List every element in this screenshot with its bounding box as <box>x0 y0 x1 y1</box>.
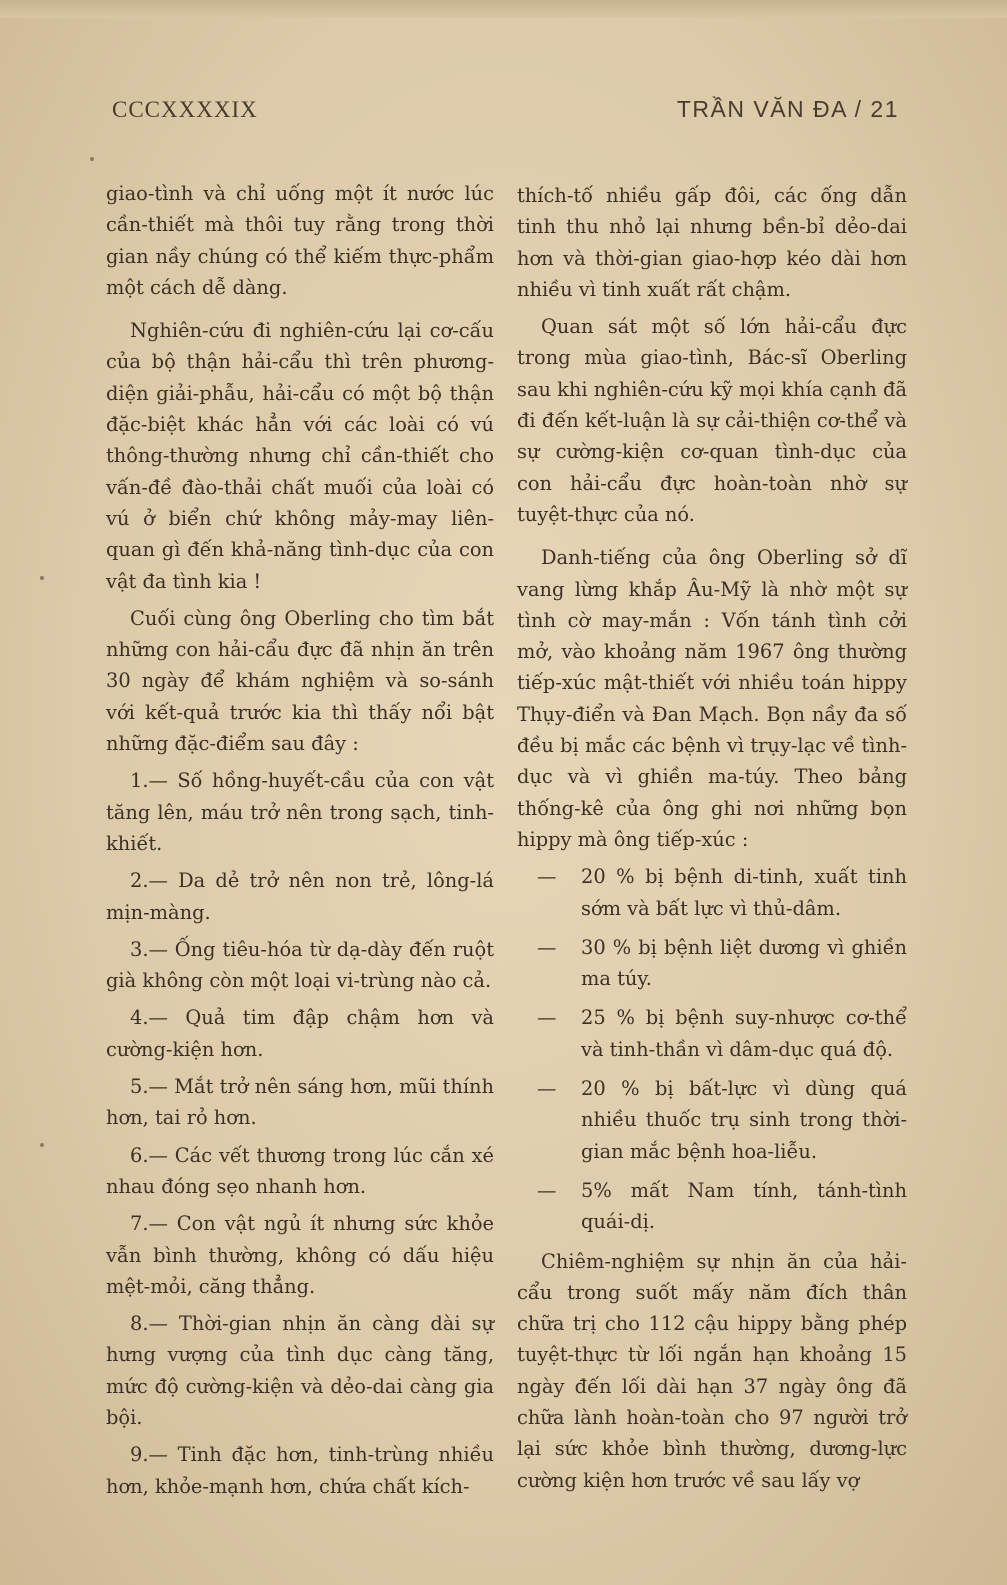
list-item-text: 25 % bị bệnh suy-nhược cơ-thể và tinh-thần vì dâm-dục quá độ. <box>581 1006 907 1061</box>
numbered-finding: 1.— Số hồng-huyết-cầu của con vật tăng lên, máu trở nên trong sạch, tinh-khiết. <box>106 769 494 855</box>
left-column <box>106 178 494 1502</box>
list-item-text: 30 % bị bệnh liệt dương vì ghiền ma túy. <box>581 935 907 991</box>
list-item <box>517 932 907 995</box>
numbered-finding: 2.— Da dẻ trở nên non trẻ, lông-lá mịn-màng. <box>106 869 494 924</box>
dash-marker: — <box>537 935 557 959</box>
statistics-list <box>517 861 907 1237</box>
list-item-text: 5% mất Nam tính, tánh-tình quái-dị. <box>581 1178 907 1234</box>
list-item <box>517 861 907 924</box>
print-speck <box>40 1143 44 1147</box>
numbered-finding: 7.— Con vật ngủ ít nhưng sức khỏe vẫn bình thường, không có dấu hiệu mệt-mỏi, căng thẳng. <box>106 1212 494 1298</box>
list-item-text: 20 % bị bệnh di-tinh, xuất tinh sớm và bất lực vì thủ-dâm. <box>581 865 907 920</box>
list-item <box>517 1002 907 1065</box>
numbered-finding: 3.— Ống tiêu-hóa từ dạ-dày đến ruột già không còn một loại vi-trùng nào cả. <box>106 937 494 993</box>
paragraph: Quan sát một số lớn hải-cẩu đực trong mùa giao-tình, Bác-sĩ Oberling sau khi nghiên-cứu kỹ mọi khía cạnh đã đi đến kết-luận là sự cải-thiện cơ-thể và sự cường-kiện cơ-quan tình-dục của con hải-cẩu đực hoàn-toàn nhờ sự tuyệt-thực của nó. <box>517 315 907 526</box>
numbered-finding: 9.— Tinh đặc hơn, tinh-trùng nhiều hơn, khỏe-mạnh hơn, chứa chất kích- <box>106 1443 494 1498</box>
page-top-edge <box>0 0 1007 18</box>
numbered-finding: 5.— Mắt trở nên sáng hơn, mũi thính hơn, tai rỏ hơn. <box>106 1075 494 1130</box>
dash-marker: — <box>537 1006 557 1030</box>
numbered-finding: 8.— Thời-gian nhịn ăn càng dài sự hưng vượng của tình dục càng tăng, mức độ cường-kiện và dẻo-dai càng gia bội. <box>106 1312 494 1429</box>
paragraph: giao-tình và chỉ uống một ít nước lúc cần-thiết mà thôi tuy rằng trong thời gian nầy chúng có thể kiếm thực-phẩm một cách dễ dàng. <box>106 182 494 299</box>
paragraph: Cuối cùng ông Oberling cho tìm bắt những con hải-cẩu đực đã nhịn ăn trên 30 ngày để khám nghiệm và so-sánh với kết-quả trước kia thì thấy nổi bật những đặc-điểm sau đây : <box>106 606 494 756</box>
paragraph: Danh-tiếng của ông Oberling sở dĩ vang lừng khắp Âu-Mỹ là nhờ một sự tình cờ may-mắn : Vốn tánh tình cởi mở, vào khoảng năm 1967 ông thường tiếp-xúc mật-thiết với nhiều toán hippy Thụy-điển và Đan Mạch. Bọn nầy đa số đều bị mắc các bệnh vì trụy-lạc về tình-dục và vì ghiền ma-túy. Theo bảng thống-kê của ông ghi nơi những bọn hippy mà ông tiếp-xúc : <box>517 546 907 851</box>
dash-marker: — <box>537 1178 557 1202</box>
numbered-finding: 6.— Các vết thương trong lúc cắn xé nhau đóng sẹo nhanh hơn. <box>106 1143 494 1198</box>
print-speck <box>40 576 44 580</box>
list-item-text: 20 % bị bất-lực vì dùng quá nhiều thuốc trụ sinh trong thời-gian mắc bệnh hoa-liễu. <box>581 1077 907 1163</box>
paragraph: Chiêm-nghiệm sự nhịn ăn của hải-cẩu trong suốt mấy năm đích thân chữa trị cho 112 cậu hippy bằng phép tuyệt-thực từ lối ngắn hạn khoảng 15 ngày đến lối dài hạn 37 ngày ông đã chữa lành hoàn-toàn cho 97 người trở lại sức khỏe bình thường, dương-lực cường kiện hơn trước về sau lấy vợ <box>517 1249 907 1492</box>
right-column <box>517 180 907 1496</box>
list-item <box>517 1073 907 1167</box>
folio-number: CCCXXXXIX <box>112 97 258 122</box>
paragraph: thích-tố nhiều gấp đôi, các ống dẫn tinh thu nhỏ lại nhưng bền-bỉ dẻo-dai hơn và thời-gian giao-hợp kéo dài hơn nhiều vì tinh xuất rất chậm. <box>517 184 907 301</box>
print-speck <box>90 157 94 161</box>
running-title: TRẦN VĂN ĐA / 21 <box>676 96 899 122</box>
page-header <box>112 96 899 123</box>
dash-marker: — <box>537 1077 557 1101</box>
numbered-finding: 4.— Quả tim đập chậm hơn và cường-kiện hơn. <box>106 1006 494 1061</box>
list-item <box>517 1175 907 1238</box>
paragraph: Nghiên-cứu đi nghiên-cứu lại cơ-cấu của bộ thận hải-cẩu thì trên phương-diện giải-phẫu, hải-cẩu có một bộ thận đặc-biệt khác hẳn với các loài có vú thông-thường nhưng chỉ cần-thiết cho vấn-đề đào-thải chất muối của loài có vú ở biển chứ không mảy-may liên-quan gì đến khả-năng tình-dục của con vật đa tình kia ! <box>106 319 494 593</box>
dash-marker: — <box>537 865 557 889</box>
